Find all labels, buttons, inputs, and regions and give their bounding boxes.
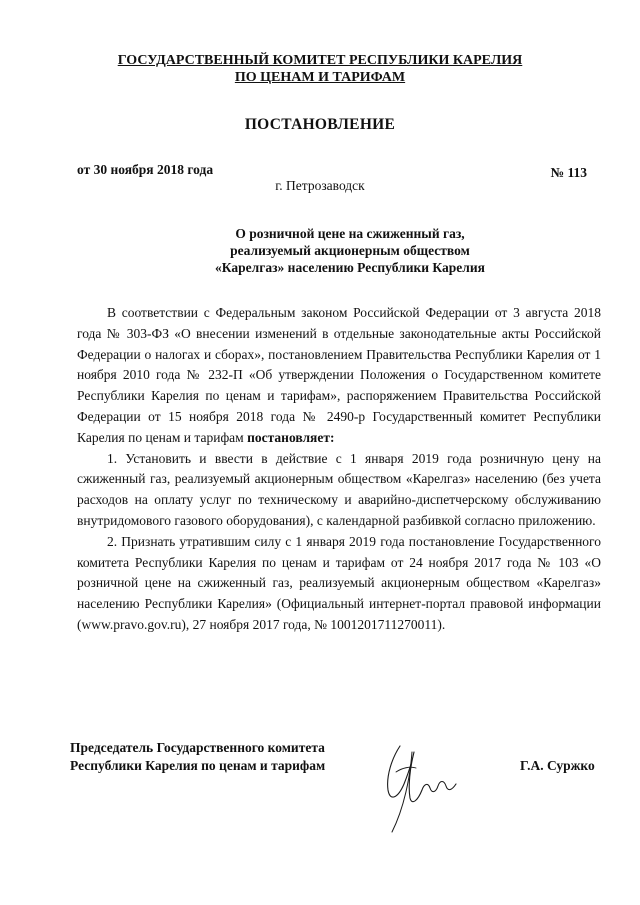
subject-line-2: реализуемый акционерным обществом xyxy=(230,243,470,258)
intro-text: В соответствии с Федеральным законом Российской Федерации от 3 августа 2018 года № 303-ФЗ «О внесении изменений в отдельные законодательные акты Российской Федерации о налогах и сборах», постановлением Правительства Республики Карелия от 1 ноября 2010 года № 232-П «Об утверждении Положения о Государственном комитете Республики Карелия по ценам и тарифам», распоряжением Правительства Российской Федерации от 15 ноября 2018 года № 2490-р Государственный комитет Республики Карелия по ценам и тарифам xyxy=(77,305,601,445)
subject-line-3: «Карелгаз» населению Республики Карелия xyxy=(215,260,485,275)
issuer-line-2: ПО ЦЕНАМ И ТАРИФАМ xyxy=(234,70,406,85)
intro-resolves: постановляет: xyxy=(247,429,335,445)
signatory-line-2: Республики Карелия по ценам и тарифам xyxy=(70,758,326,773)
document-date: от 30 ноября 2018 года xyxy=(77,162,214,177)
document-number: № 113 xyxy=(550,165,587,180)
subject-line-1: О розничной цене на сжиженный газ, xyxy=(235,226,465,241)
item-2-paragraph: 2. Признать утратившим силу с 1 января 2019 года постановление Государственного комитета Республики Карелия по ценам и тарифам от 24 ноября 2017 года № 103 «О розничной цене на сжиженный газ, реализуемый акционерным обществом «Карелгаз» населению Республики Карелия» (Официальный интернет-портал правовой информации (www.pravo.gov.ru), 27 ноября 2017 года, № 1001201711270011). xyxy=(77,533,601,632)
signatory-line-1: Председатель Государственного комитета xyxy=(70,740,325,755)
item-1-paragraph: 1. Установить и ввести в действие с 1 января 2019 года розничную цену на сжиженный газ, реализуемый акционерным обществом «Карелгаз» населению (без учета расходов на оплату услуг по техническому и аварийно-диспетчерскому обслуживанию внутридомового газового оборудования), с календарной разбивкой согласно приложению. xyxy=(77,450,601,528)
issuer-line-1: ГОСУДАРСТВЕННЫЙ КОМИТЕТ РЕСПУБЛИКИ КАРЕЛИЯ xyxy=(117,53,523,68)
signer-name: Г.А. Суржко xyxy=(520,758,595,773)
document-subject xyxy=(0,225,640,276)
document-city: г. Петрозаводск xyxy=(275,178,365,193)
signatory-title xyxy=(70,739,325,775)
document-body xyxy=(77,303,601,636)
document-type-title: ПОСТАНОВЛЕНИЕ xyxy=(244,116,396,133)
intro-paragraph xyxy=(77,303,601,449)
issuer-header xyxy=(0,52,640,86)
handwritten-signature xyxy=(352,728,472,838)
